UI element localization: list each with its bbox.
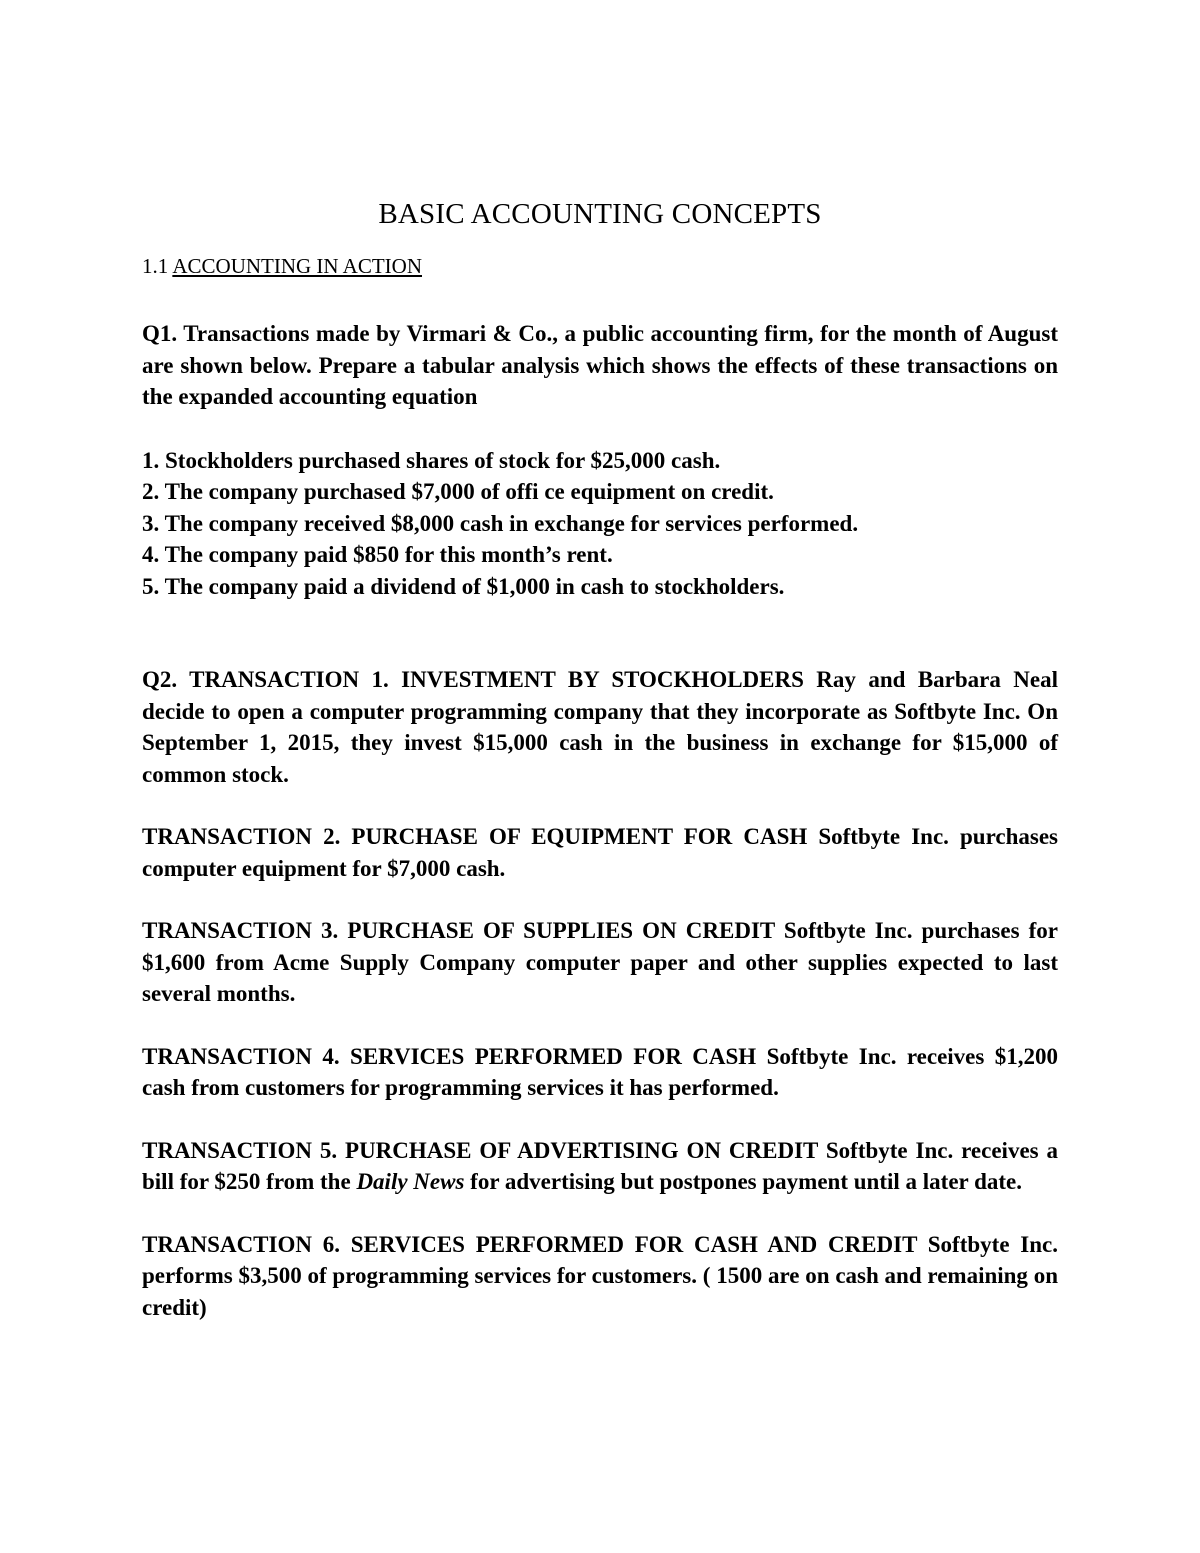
- transaction-4-paragraph: TRANSACTION 4. SERVICES PERFORMED FOR CASH Softbyte Inc. receives $1,200 cash from customers for programming services it has performed.: [142, 1043, 1058, 1100]
- list-item: 3. The company received $8,000 cash in exchange for services performed.: [142, 510, 859, 536]
- section-number: 1.1: [142, 254, 169, 278]
- section-title: ACCOUNTING IN ACTION: [172, 254, 422, 278]
- list-item: 4. The company paid $850 for this month’s rent.: [142, 542, 613, 567]
- section-heading: [142, 250, 1058, 282]
- document-title: BASIC ACCOUNTING CONCEPTS: [378, 198, 822, 230]
- transaction-2-paragraph: TRANSACTION 2. PURCHASE OF EQUIPMENT FOR CASH Softbyte Inc. purchases computer equipment for $7,000 cash.: [142, 824, 1058, 881]
- question-1-transaction-list: [142, 445, 1058, 603]
- question-1-prompt: Q1. Transactions made by Virmari & Co., a public accounting firm, for the month of August are shown below. Prepare a tabular analysis which shows the effects of these transactions on the expanded accounting equation: [142, 321, 1058, 409]
- transaction-5-text-before: TRANSACTION 5. PURCHASE OF ADVERTISING ON CREDIT Softbyte Inc. receives a bill for $250 from the: [142, 1137, 1058, 1194]
- transaction-6-paragraph: TRANSACTION 6. SERVICES PERFORMED FOR CASH AND CREDIT Softbyte Inc. performs $3,500 of programming services for customers. ( 1500 are on cash and remaining on credit): [142, 1231, 1058, 1320]
- transaction-5-paragraph: [142, 1135, 1058, 1198]
- list-item: 1. Stockholders purchased shares of stock for $25,000 cash.: [142, 447, 721, 473]
- document-content: [142, 190, 1058, 1323]
- transaction-3-paragraph: TRANSACTION 3. PURCHASE OF SUPPLIES ON CREDIT Softbyte Inc. purchases for $1,600 from Acme Supply Company computer paper and other supplies expected to last several months.: [142, 918, 1058, 1006]
- daily-news-title: Daily News: [356, 1169, 465, 1194]
- question-2-transaction-1: Q2. TRANSACTION 1. INVESTMENT BY STOCKHOLDERS Ray and Barbara Neal decide to open a computer programming company that they incorporate as Softbyte Inc. On September 1, 2015, they invest $15,000 cash in the business in exchange for $15,000 of common stock.: [142, 667, 1058, 787]
- transaction-5-text-after: for advertising but postpones payment until a later date.: [470, 1169, 1022, 1194]
- list-item: 2. The company purchased $7,000 of offi ce equipment on credit.: [142, 479, 774, 504]
- list-item: 5. The company paid a dividend of $1,000 in cash to stockholders.: [142, 573, 785, 599]
